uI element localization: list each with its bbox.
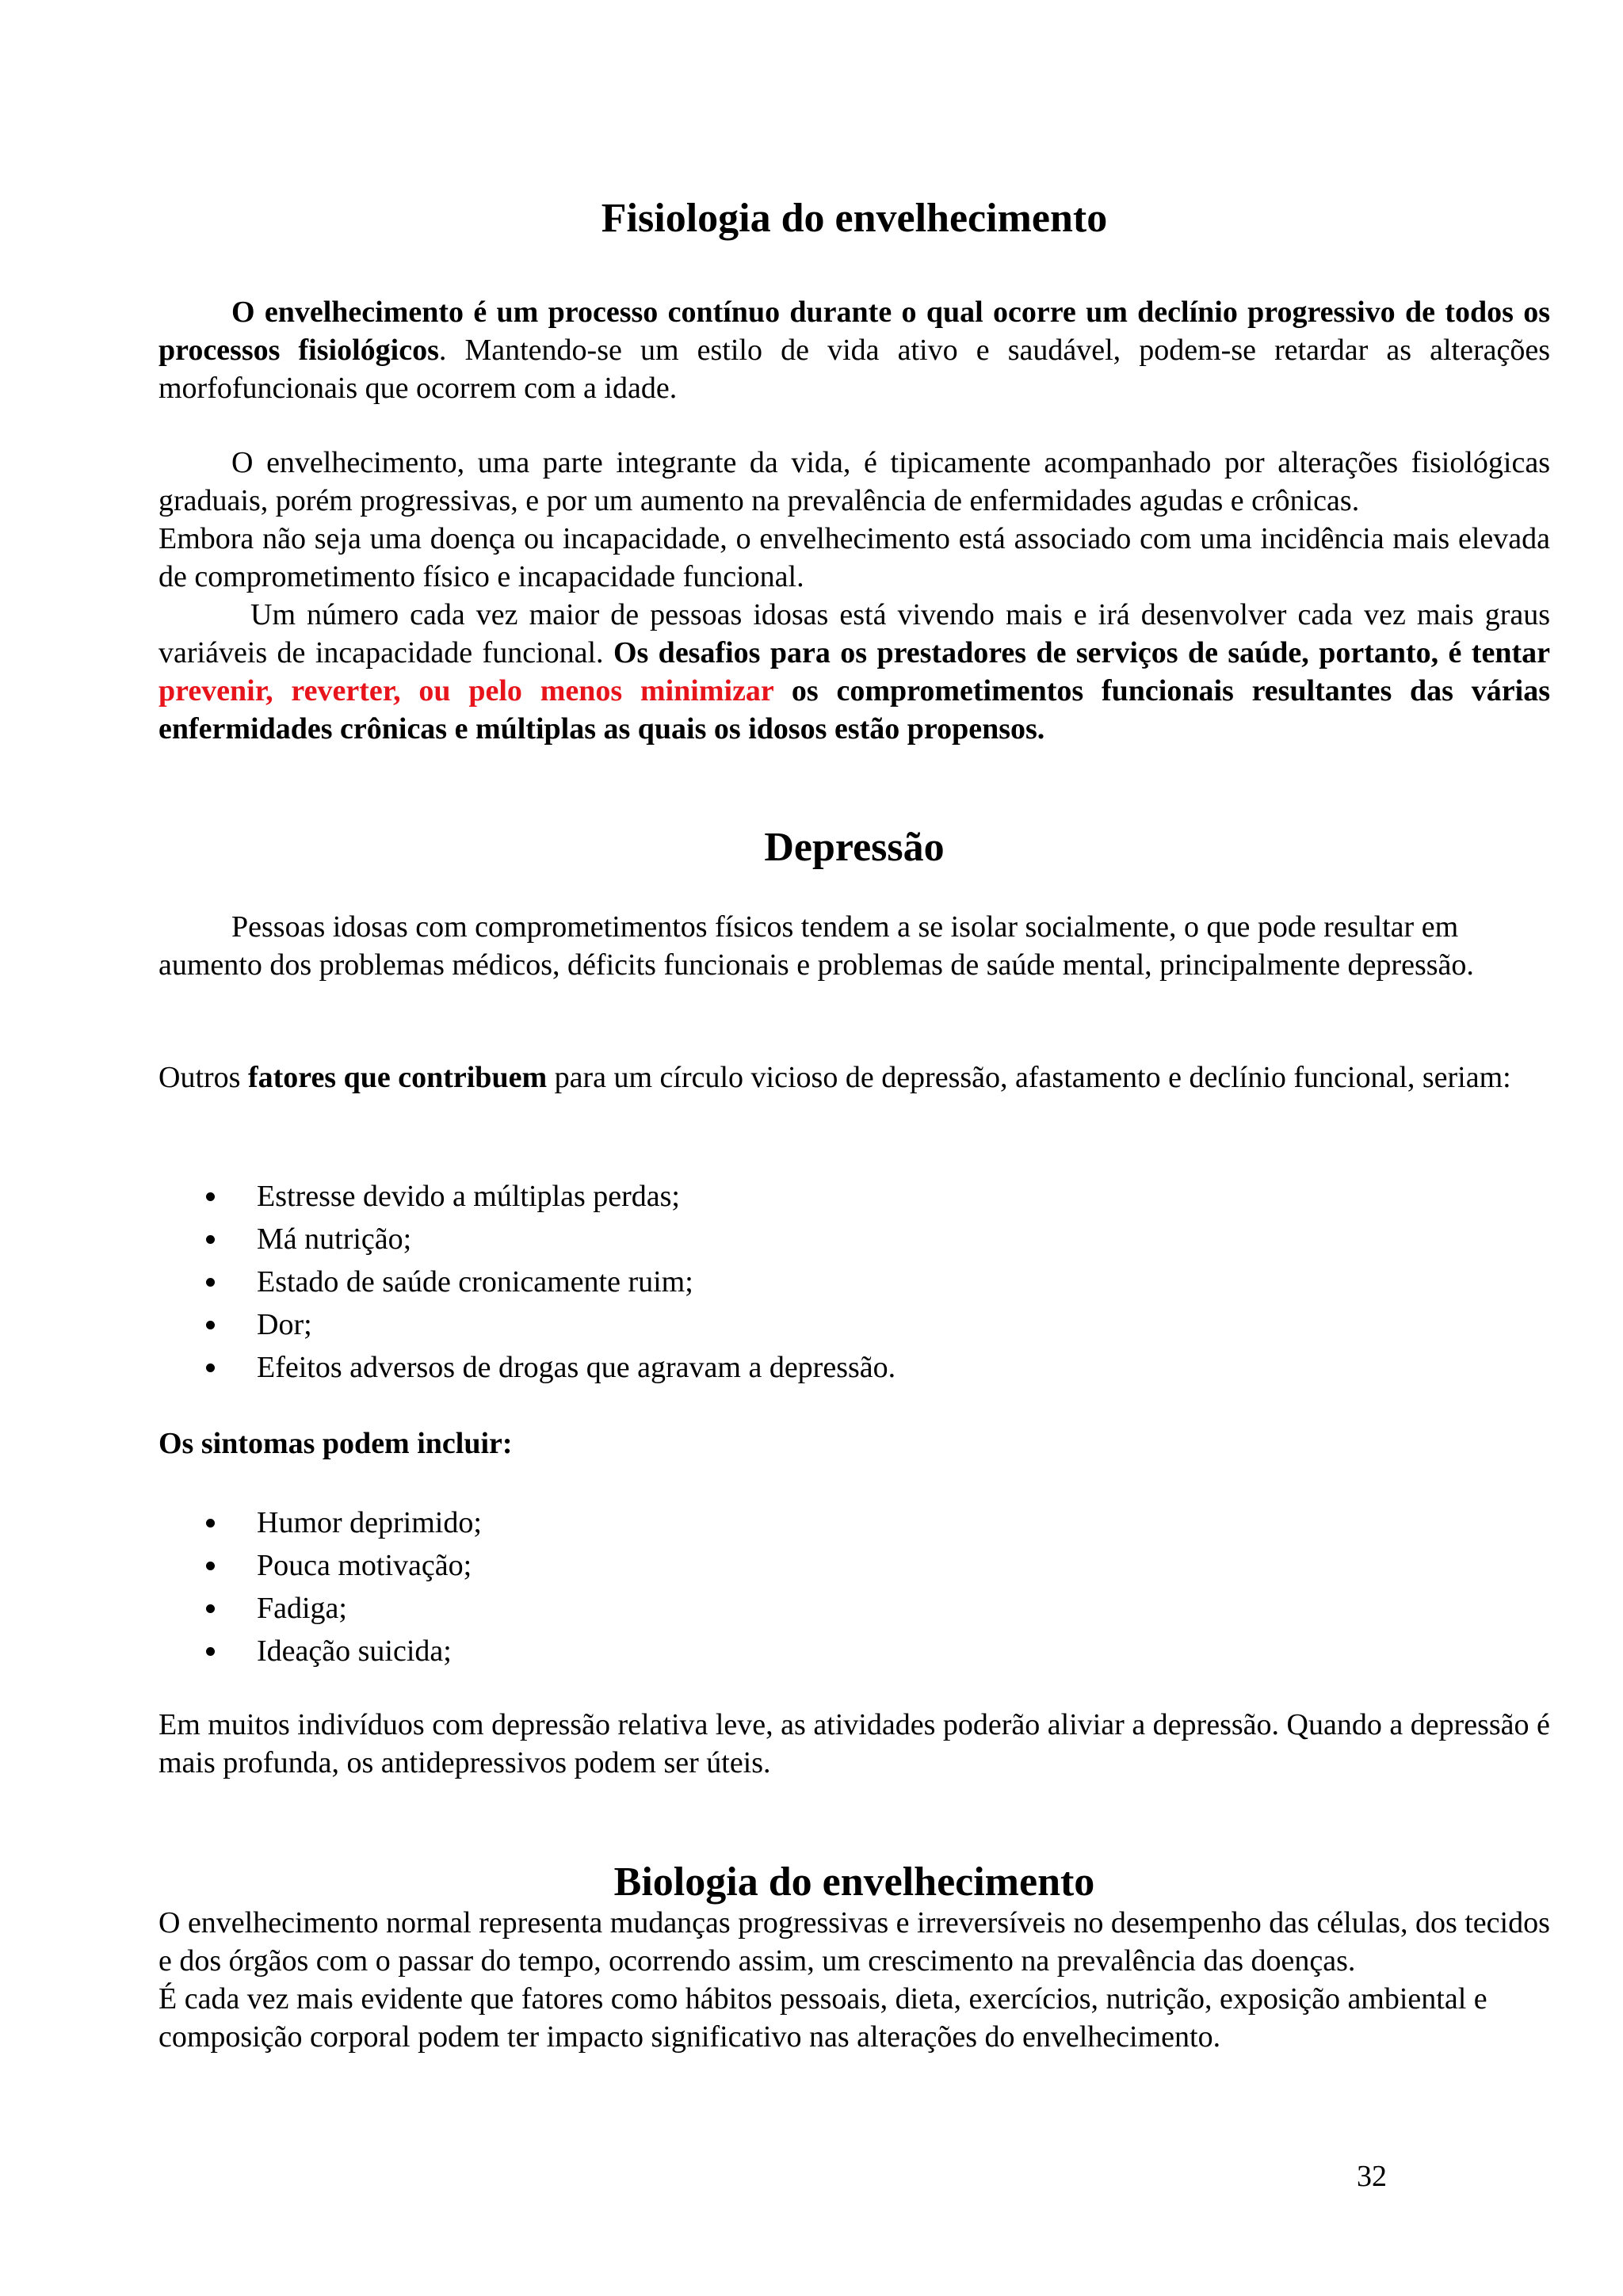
list-item-text: Má nutrição; (257, 1222, 412, 1256)
list-item-text: Ideação suicida; (257, 1634, 452, 1668)
list-item (158, 1261, 1550, 1303)
list-item-text: Estado de saúde cronicamente ruim; (257, 1265, 693, 1299)
heading-depressao: Depressão (764, 825, 945, 870)
depressao-intro (158, 908, 1550, 984)
depressao-paragraph-3: Em muitos indivíduos com depressão relativa leve, as atividades poderão aliviar a depressão. Quando a depressão é mais profunda, os antidepressivos podem ser úteis. (158, 1708, 1550, 1779)
list-item (158, 1303, 1550, 1346)
list-item (158, 1175, 1550, 1218)
fisiologia-p4-highlight: prevenir, reverter, ou pelo menos minimizar (158, 674, 774, 707)
fisiologia-p1-rest: . Mantendo-se um estilo de vida ativo e saudável, podem-se retardar as alterações morfofuncionais que ocorrem com a idade. (158, 334, 1550, 405)
list-item (158, 1501, 1550, 1544)
list-item-text: Pouca motivação; (257, 1549, 472, 1582)
heading-biologia: Biologia do envelhecimento (613, 1859, 1095, 1905)
bullet-icon (206, 1604, 215, 1613)
fisiologia-paragraph-3: Embora não seja uma doença ou incapacidade, o envelhecimento está associado com uma incidência mais elevada de comprometimento físico e incapacidade funcional. (158, 522, 1550, 593)
symptoms-heading: Os sintomas podem incluir: (158, 1427, 513, 1460)
bullet-icon (206, 1519, 215, 1527)
depressao-p2-bold: fatores que contribuem (247, 1061, 548, 1094)
list-item (158, 1630, 1550, 1672)
fisiologia-paragraph-2: O envelhecimento, uma parte integrante da vida, é tipicamente acompanhado por alterações fisiológicas graduais, porém progressivas, e por um aumento na prevalência de enfermidades agudas e crônicas. (158, 446, 1550, 517)
fisiologia-p4-bold-1: Os desafios para os prestadores de serviços de saúde, portanto, é tentar (613, 636, 1550, 669)
fisiologia-paragraph-1 (158, 293, 1550, 407)
list-item-text: Humor deprimido; (257, 1506, 482, 1539)
bullet-icon (206, 1562, 215, 1570)
page-number: 32 (1357, 2160, 1387, 2193)
biologia-paragraph-1: O envelhecimento normal representa mudanças progressivas e irreversíveis no desempenho das células, dos tecidos e dos órgãos com o passar do tempo, ocorrendo assim, um crescimento na prevalência das doenças. (158, 1906, 1550, 1978)
fisiologia-intro (158, 293, 1550, 407)
depressao-paragraph-2 (158, 1058, 1550, 1097)
list-item-text: Fadiga; (257, 1592, 347, 1625)
list-item (158, 1544, 1550, 1587)
fisiologia-body (158, 444, 1550, 748)
depressao-factors-intro (158, 1058, 1550, 1097)
factors-list (158, 1175, 1550, 1389)
bullet-icon (206, 1363, 215, 1372)
list-item-text: Dor; (257, 1308, 312, 1341)
bullet-icon (206, 1192, 215, 1201)
list-item-text: Estresse devido a múltiplas perdas; (257, 1180, 680, 1213)
depressao-p2-pre: Outros (158, 1061, 248, 1094)
fisiologia-p1-bold: O envelhecimento é um processo contínuo durante o qual ocorre um declínio progressivo de todos os processos fisiológicos (158, 296, 1550, 367)
depressao-paragraph-1: Pessoas idosas com comprometimentos físicos tendem a se isolar socialmente, o que pode resultar em aumento dos problemas médicos, déficits funcionais e problemas de saúde mental, principalmente depressão. (158, 910, 1474, 982)
fisiologia-p4-normal: Um número cada vez maior de pessoas idosas está vivendo mais e irá desenvolver cada vez mais graus variáveis de incapacidade funcional. (158, 598, 1550, 669)
list-item (158, 1218, 1550, 1261)
list-item-text: Efeitos adversos de drogas que agravam a depressão. (257, 1351, 896, 1384)
bullet-icon (206, 1321, 215, 1329)
list-item (158, 1346, 1550, 1389)
fisiologia-paragraph-4 (158, 596, 1550, 748)
fisiologia-p4-bold-2: os comprometimentos funcionais resultantes das várias enfermidades crônicas e múltiplas as quais os idosos estão propensos. (158, 674, 1550, 746)
heading-fisiologia: Fisiologia do envelhecimento (601, 196, 1108, 241)
symptoms-list (158, 1501, 1550, 1672)
bullet-icon (206, 1278, 215, 1287)
biologia-paragraph-2: É cada vez mais evidente que fatores como hábitos pessoais, dieta, exercícios, nutrição, exposição ambiental e composição corporal podem ter impacto significativo nas alterações do envelhecimento. (158, 1982, 1487, 2054)
list-item (158, 1587, 1550, 1630)
bullet-icon (206, 1235, 215, 1244)
biologia-body (158, 1904, 1550, 2056)
depressao-p2-post: para um círculo vicioso de depressão, afastamento e declínio funcional, seriam: (547, 1061, 1511, 1094)
bullet-icon (206, 1647, 215, 1656)
